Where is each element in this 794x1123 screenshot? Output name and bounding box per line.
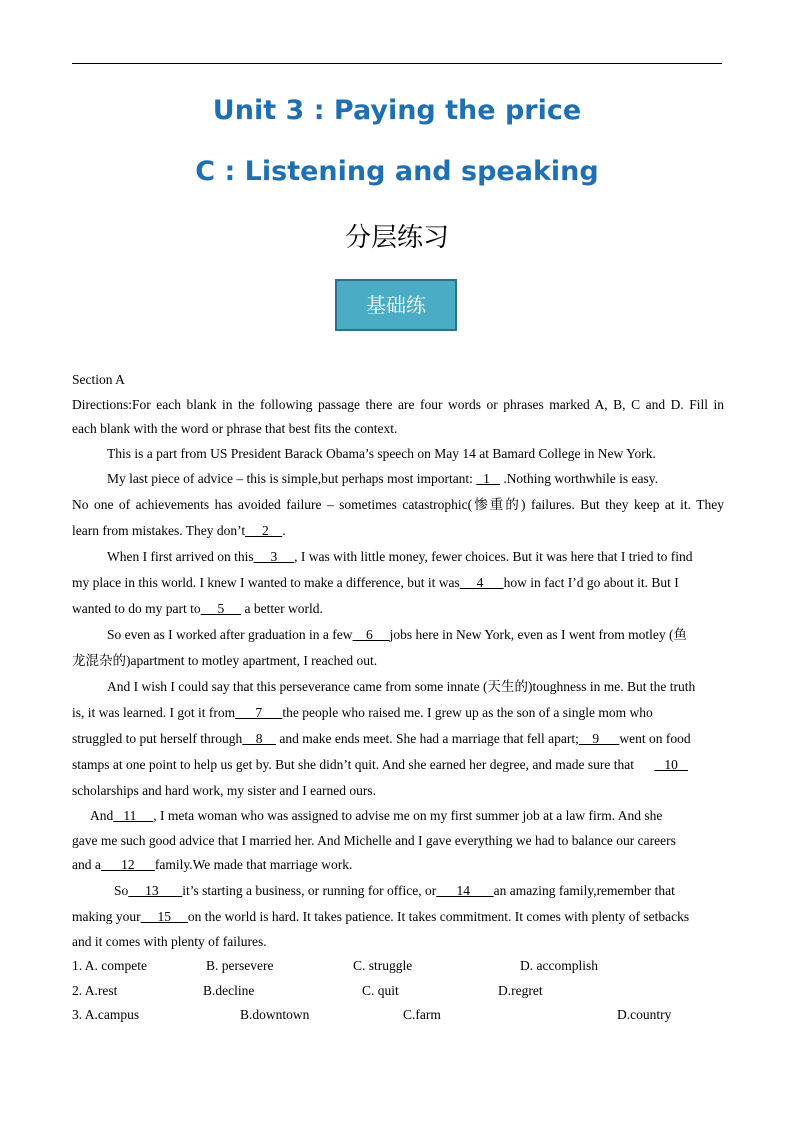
passage-line: So even as I worked after graduation in a few 6 jobs here in New York, even as I went from motley (鱼: [107, 627, 687, 642]
blank-15: 15: [140, 908, 188, 924]
blank-12: 12: [100, 857, 155, 872]
passage-line: learn from mistakes. They don’t 2 .: [72, 523, 286, 538]
blank-11: 11: [113, 808, 154, 823]
section-label: Section A: [72, 372, 125, 387]
option-b: B. persevere: [206, 958, 274, 973]
passage-line: scholarships and hard work, my sister and I earned ours.: [72, 783, 377, 798]
blank-8: 8: [242, 731, 276, 746]
passage-intro: This is a part from US President Barack Obama’s speech on May 14 at Bamard College in New York.: [107, 445, 656, 461]
directions-line: each blank with the word or phrase that best fits the context.: [72, 421, 398, 436]
blank-10: 10: [654, 757, 688, 772]
level-badge: 基础练: [335, 279, 457, 331]
option-a: 3. A.campus: [72, 1007, 140, 1022]
exercise-body: [72, 368, 724, 1028]
passage-line: My last piece of advice – this is simple,but perhaps most important: 1 .Nothing worthwhile is easy.: [107, 471, 659, 486]
header-rule: [72, 63, 722, 64]
passage-line: So 13 it’s starting a business, or running for office, or 14 an amazing family,remember that: [114, 882, 675, 898]
blank-13: 13: [128, 882, 183, 898]
blank-2: 2: [245, 523, 283, 538]
option-d: D.country: [617, 1007, 672, 1022]
blank-14: 14: [436, 882, 494, 898]
passage-line: And 11 , I meta woman who was assigned to advise me on my first summer job at a law firm. And she: [90, 808, 663, 823]
directions-line: Directions:For each blank in the following passage there are four words or phrases marked A, B, C and D. Fill in: [72, 396, 724, 412]
blank-1: 1: [476, 471, 500, 486]
subtitle: 分层练习: [344, 223, 449, 253]
blank-9: 9: [578, 731, 620, 746]
passage-line: making your 15 on the world is hard. It takes patience. It takes commitment. It comes with plenty of setbacks: [72, 908, 690, 924]
option-c: C. struggle: [353, 958, 413, 973]
section-title: C : Listening and speaking: [195, 156, 599, 187]
option-d: D.regret: [498, 982, 543, 998]
passage-line: my place in this world. I knew I wanted to make a difference, but it was 4 how in fact I’d go about it. But I: [72, 575, 679, 590]
passage-line: When I first arrived on this 3 , I was with little money, fewer choices. But it was here that I tried to find: [107, 549, 693, 564]
option-row: [72, 1003, 724, 1028]
blank-3: 3: [253, 549, 295, 564]
option-row: [72, 954, 724, 979]
option-c: C.farm: [403, 1007, 441, 1022]
passage-line: and it comes with plenty of failures.: [72, 933, 267, 949]
passage-line: No one of achievements has avoided failure – sometimes catastrophic(惨重的) failures. But they keep at it. They: [72, 497, 724, 512]
passage-line: struggled to put herself through 8 and make ends meet. She had a marriage that fell apart; 9 went on food: [72, 731, 691, 746]
passage-line: stamps at one point to help us get by. But she didn’t quit. And she earned her degree, and made sure that 10: [72, 757, 688, 772]
option-d: D. accomplish: [520, 958, 598, 973]
passage-line: And I wish I could say that this perseverance came from some innate (天生的)toughness in me. But the truth: [107, 679, 696, 694]
blank-7: 7: [235, 705, 283, 720]
passage-line: 龙混杂的)apartment to motley apartment, I reached out.: [72, 653, 378, 668]
option-b: B.downtown: [240, 1007, 310, 1022]
option-row: [72, 979, 724, 1004]
option-c: C. quit: [362, 982, 399, 998]
passage-line: is, it was learned. I got it from 7 the people who raised me. I grew up as the son of a single mom who: [72, 705, 653, 720]
option-b: B.decline: [203, 982, 255, 998]
option-a: 2. A.rest: [72, 982, 118, 998]
passage-line: and a 12 family.We made that marriage work.: [72, 857, 353, 872]
blank-4: 4: [459, 575, 504, 590]
unit-title: Unit 3 : Paying the price: [212, 95, 582, 126]
blank-6: 6: [352, 627, 390, 642]
option-a: 1. A. compete: [72, 958, 147, 973]
passage-line: gave me such good advice that I married her. And Michelle and I gave everything we had to balance our careers: [72, 832, 676, 848]
passage-line: wanted to do my part to 5 a better world.: [72, 601, 323, 616]
blank-5: 5: [200, 601, 242, 616]
